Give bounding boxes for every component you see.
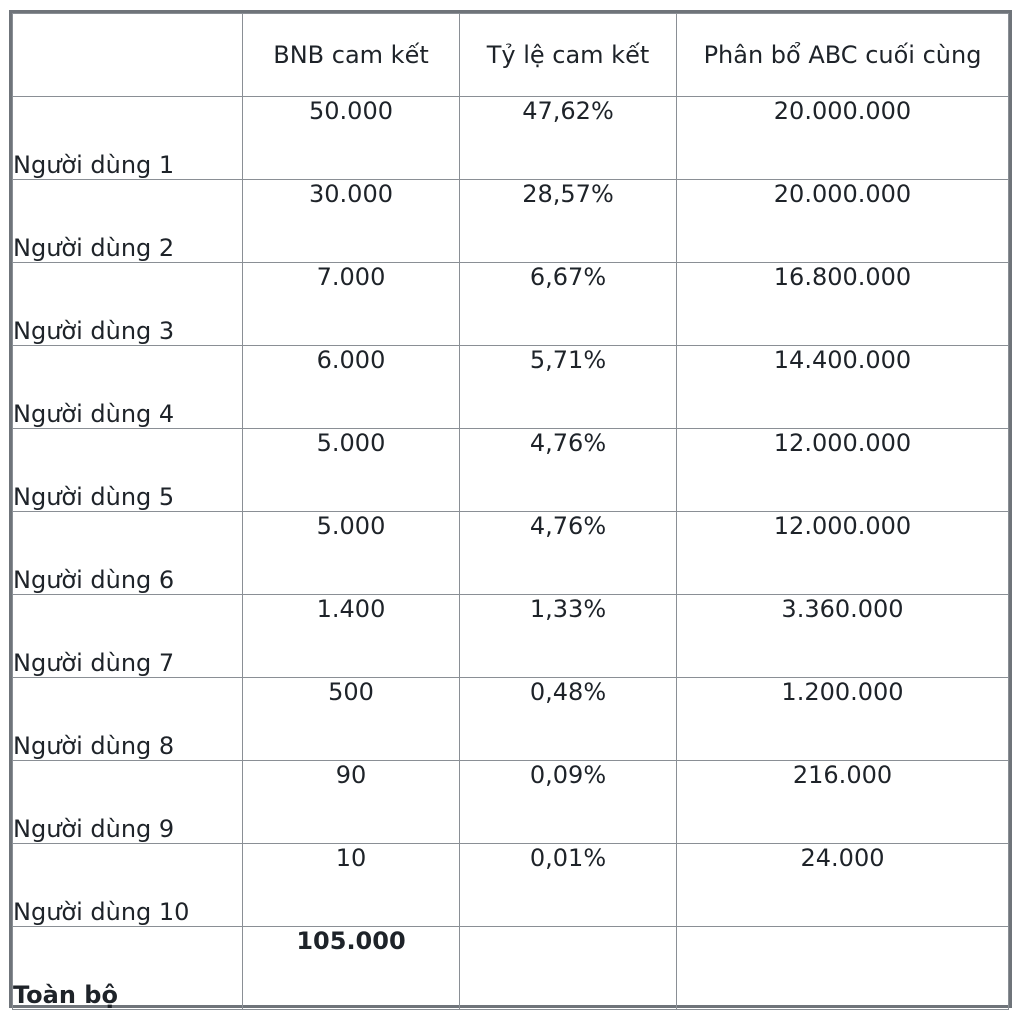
row-label: Người dùng 4 [13, 346, 243, 429]
commit-ratio-cell: 1,33% [460, 595, 677, 678]
allocation-table [12, 13, 1009, 1010]
table-header-row [13, 14, 1009, 97]
table-row [13, 263, 1009, 346]
table-row [13, 844, 1009, 927]
bnb-committed-cell: 5.000 [243, 429, 460, 512]
row-label: Người dùng 5 [13, 429, 243, 512]
table-row [13, 180, 1009, 263]
table-row [13, 346, 1009, 429]
table-row [13, 97, 1009, 180]
final-allocation-cell: 24.000 [677, 844, 1009, 927]
header-cell-blank [13, 14, 243, 97]
commit-ratio-cell: 6,67% [460, 263, 677, 346]
row-label: Người dùng 1 [13, 97, 243, 180]
final-allocation-cell: 16.800.000 [677, 263, 1009, 346]
bnb-committed-cell: 1.400 [243, 595, 460, 678]
final-allocation-cell: 20.000.000 [677, 180, 1009, 263]
total-label: Toàn bộ [13, 927, 243, 1010]
table-row [13, 429, 1009, 512]
bnb-committed-cell: 5.000 [243, 512, 460, 595]
table-row [13, 595, 1009, 678]
total-bnb-committed-cell: 105.000 [243, 927, 460, 1010]
row-label: Người dùng 3 [13, 263, 243, 346]
commit-ratio-cell: 4,76% [460, 512, 677, 595]
row-label: Người dùng 6 [13, 512, 243, 595]
final-allocation-cell: 1.200.000 [677, 678, 1009, 761]
total-commit-ratio-cell [460, 927, 677, 1010]
final-allocation-cell: 216.000 [677, 761, 1009, 844]
header-cell-final-allocation: Phân bổ ABC cuối cùng [677, 14, 1009, 97]
commit-ratio-cell: 0,48% [460, 678, 677, 761]
header-cell-bnb-committed: BNB cam kết [243, 14, 460, 97]
final-allocation-cell: 12.000.000 [677, 512, 1009, 595]
final-allocation-cell: 12.000.000 [677, 429, 1009, 512]
bnb-committed-cell: 90 [243, 761, 460, 844]
row-label: Người dùng 2 [13, 180, 243, 263]
bnb-committed-cell: 50.000 [243, 97, 460, 180]
final-allocation-cell: 3.360.000 [677, 595, 1009, 678]
total-row [13, 927, 1009, 1010]
bnb-committed-cell: 30.000 [243, 180, 460, 263]
row-label: Người dùng 7 [13, 595, 243, 678]
commit-ratio-cell: 0,09% [460, 761, 677, 844]
header-cell-commit-ratio: Tỷ lệ cam kết [460, 14, 677, 97]
allocation-table-container [9, 10, 1012, 1008]
commit-ratio-cell: 4,76% [460, 429, 677, 512]
bnb-committed-cell: 10 [243, 844, 460, 927]
bnb-committed-cell: 500 [243, 678, 460, 761]
bnb-committed-cell: 6.000 [243, 346, 460, 429]
table-row [13, 761, 1009, 844]
row-label: Người dùng 8 [13, 678, 243, 761]
table-row [13, 512, 1009, 595]
commit-ratio-cell: 0,01% [460, 844, 677, 927]
commit-ratio-cell: 47,62% [460, 97, 677, 180]
commit-ratio-cell: 5,71% [460, 346, 677, 429]
table-row [13, 678, 1009, 761]
final-allocation-cell: 20.000.000 [677, 97, 1009, 180]
final-allocation-cell: 14.400.000 [677, 346, 1009, 429]
bnb-committed-cell: 7.000 [243, 263, 460, 346]
total-final-allocation-cell [677, 927, 1009, 1010]
commit-ratio-cell: 28,57% [460, 180, 677, 263]
row-label: Người dùng 9 [13, 761, 243, 844]
row-label: Người dùng 10 [13, 844, 243, 927]
